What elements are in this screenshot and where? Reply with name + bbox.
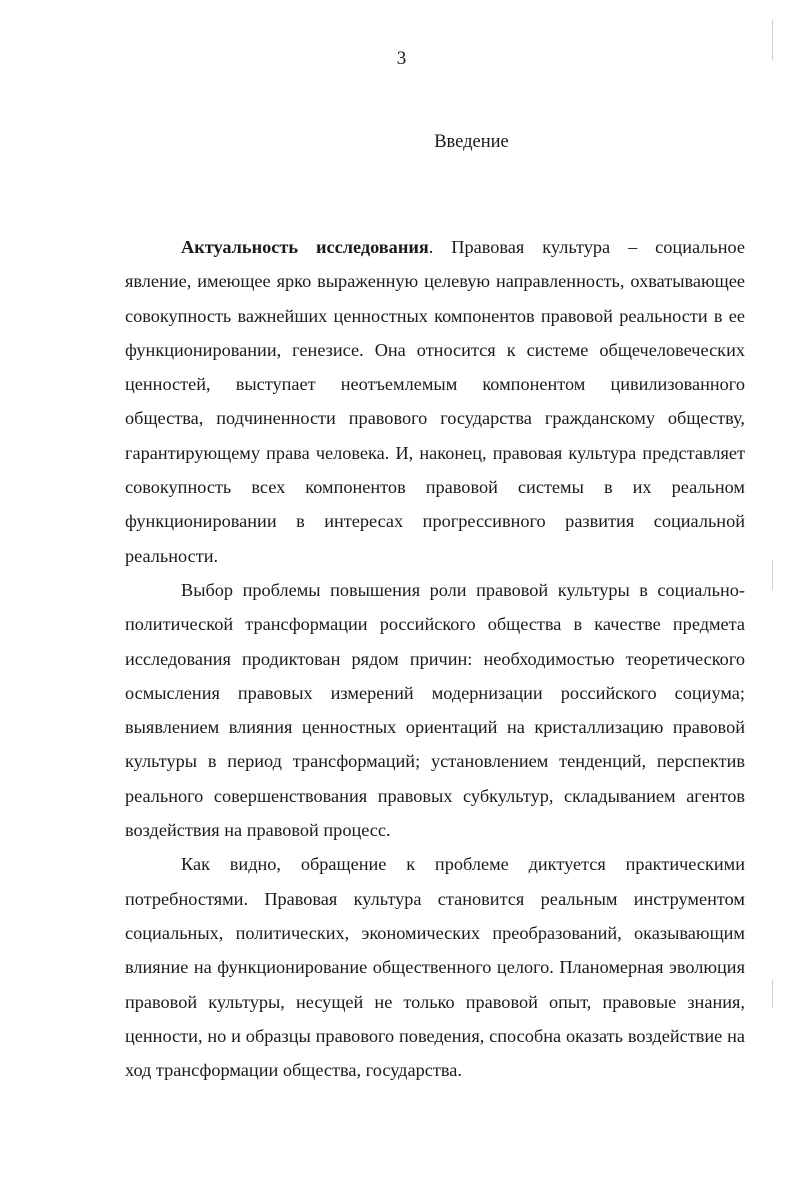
paragraph-text: Как видно, обращение к проблеме диктуется практическими потребностями. Правовая культура становится реальным инструментом социальных, политических, экономических преобразований, оказывающим влияние на функционирование общественного целого. Планомерная эволюция правовой культуры, несущей не только правовой опыт, правовые знания, ценности, но и образцы правового поведения, способна оказать воздействие на ход трансформации общества, государства.	[125, 854, 745, 1081]
scan-edge-mark	[772, 980, 773, 1008]
paragraph-problem-choice	[125, 573, 745, 847]
section-heading: Введение	[434, 132, 509, 152]
paragraph-text: Выбор проблемы повышения роли правовой культуры в социально-политической трансформации российского общества в качестве предмета исследования продиктован рядом причин: необходимостью теоретического осмысления правовых измерений модернизации российского социума; выявлением влияния ценностных ориентаций на кристаллизацию правовой культуры в период трансформаций; установлением тенденций, перспектив реального совершенствования правовых субкультур, складыванием агентов воздействия на правовой процесс.	[125, 579, 745, 841]
paragraph-text: . Правовая культура – социальное явление, имеющее ярко выраженную целевую направленность, охватывающее совокупность важнейших ценностных компонентов правовой реальности в ее функционировании, генезисе. Она относится к системе общечеловеческих ценностей, выступает неотъемлемым компонентом цивилизованного общества, подчиненности правового государства гражданскому обществу, гарантирующему права человека. И, наконец, правовая культура представляет совокупность всех компонентов правовой системы в их реальном функционировании в интересах прогрессивного развития социальной реальности.	[125, 237, 745, 566]
page-number: 3	[396, 48, 407, 69]
scan-edge-mark	[772, 560, 773, 590]
paragraph-relevance	[125, 230, 745, 573]
scan-edge-mark	[772, 20, 773, 60]
paragraph-practical-needs	[125, 847, 745, 1087]
body-text	[125, 230, 745, 1087]
paragraph-lead: Актуальность исследования	[181, 237, 429, 257]
